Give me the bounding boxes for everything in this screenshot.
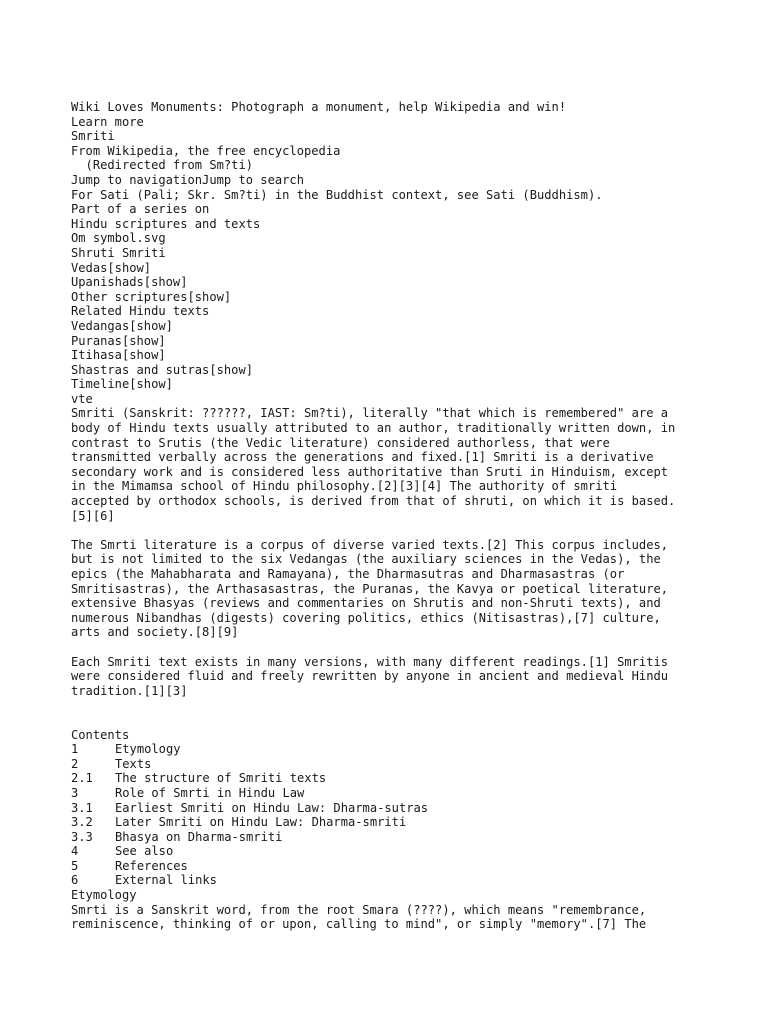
toc-item-external-links[interactable]: [71, 873, 731, 888]
paragraph-line: The Smrti literature is a corpus of diverse varied texts.[2] This corpus includes,: [71, 537, 669, 552]
paragraph-line: tradition.[1][3]: [71, 683, 188, 698]
toc-title[interactable]: The structure of Smriti texts: [115, 771, 327, 786]
redirect-note: (Redirected from Sm?ti): [71, 158, 254, 173]
paragraph-line: Each Smriti text exists in many versions, with many different readings.[1] Smritis: [71, 654, 669, 669]
sidebar-item-upanishads[interactable]: Upanishads[show]: [71, 275, 188, 290]
intro-paragraph-2: [71, 538, 731, 640]
paragraph-line: accepted by orthodox schools, is derived from that of shruti, on which it is based.: [71, 494, 676, 509]
toc-item-references[interactable]: [71, 859, 731, 874]
toc-number: 1: [71, 742, 79, 757]
paragraph-line: Smriti (Sanskrit: ??????, IAST: Sm?ti), literally "that which is remembered" are a: [71, 406, 669, 421]
sidebar-item-timeline[interactable]: Timeline[show]: [71, 377, 173, 392]
toc-number: 3.3: [71, 829, 93, 844]
paragraph-line: but is not limited to the six Vedangas (the auxiliary sciences in the Vedas), the: [71, 552, 661, 567]
paragraph-line: Smritisastras), the Arthasasastras, the Puranas, the Kavya or poetical literature,: [71, 581, 669, 596]
paragraph-line: extensive Bhasyas (reviews and commentaries on Shrutis and non-Shruti texts), and: [71, 596, 661, 611]
paragraph-line: [5][6]: [71, 508, 115, 523]
toc-item-dharma-sutras[interactable]: [71, 801, 731, 816]
toc-number: 4: [71, 844, 79, 859]
tagline: From Wikipedia, the free encyclopedia: [71, 143, 341, 158]
toc-item-dharma-smriti[interactable]: [71, 815, 731, 830]
sidebar-item-vedas[interactable]: Vedas[show]: [71, 260, 152, 275]
toc-number: 3.1: [71, 800, 93, 815]
shruti-smriti-links[interactable]: Shruti Smriti: [71, 245, 166, 260]
paragraph-line: in the Mimamsa school of Hindu philosophy.[2][3][4] The authority of smriti: [71, 479, 618, 494]
toc-number: 5: [71, 858, 79, 873]
etymology-section: [71, 888, 731, 932]
toc-item-see-also[interactable]: [71, 844, 731, 859]
toc-number: 3.2: [71, 815, 93, 830]
learn-more-link[interactable]: Learn more: [71, 114, 144, 129]
toc-item-etymology[interactable]: [71, 742, 731, 757]
toc-title[interactable]: See also: [115, 844, 174, 859]
sidebar-item-other-scriptures[interactable]: Other scriptures[show]: [71, 289, 232, 304]
toc-item-bhasya[interactable]: [71, 830, 731, 845]
toc-number: 2: [71, 756, 79, 771]
paragraph-line: reminiscence, thinking of or upon, calling to mind", or simply "memory".[7] The: [71, 917, 647, 932]
toc-title[interactable]: Later Smriti on Hindu Law: Dharma-smriti: [115, 815, 407, 830]
vte-links[interactable]: vte: [71, 391, 93, 406]
section-heading: Etymology: [71, 888, 137, 903]
toc-title[interactable]: Earliest Smriti on Hindu Law: Dharma-sutras: [115, 800, 429, 815]
toc-item-structure[interactable]: [71, 771, 731, 786]
toc-title[interactable]: Etymology: [115, 742, 181, 757]
intro-paragraph-3: [71, 655, 731, 699]
toc-title[interactable]: Texts: [115, 756, 152, 771]
toc-number: 6: [71, 873, 79, 888]
series-label: Part of a series on: [71, 202, 210, 217]
sidebar-item-puranas[interactable]: Puranas[show]: [71, 333, 166, 348]
paragraph-line: contrast to Srutis (the Vedic literature) considered authorless, that were: [71, 435, 610, 450]
banner-text: Wiki Loves Monuments: Photograph a monument, help Wikipedia and win!: [71, 100, 567, 114]
paragraph-line: body of Hindu texts usually attributed to an author, traditionally written down, in: [71, 421, 676, 436]
page-title: Smriti: [71, 129, 115, 144]
paragraph-line: transmitted verbally across the generations and fixed.[1] Smriti is a derivative: [71, 450, 654, 465]
om-symbol-image-alt: Om symbol.svg: [71, 231, 166, 246]
paragraph-line: numerous Nibandhas (digests) covering politics, ethics (Nitisastras),[7] culture,: [71, 610, 661, 625]
related-texts-heading: Related Hindu texts: [71, 304, 210, 319]
toc-title[interactable]: Bhasya on Dharma-smriti: [115, 829, 283, 844]
toc-title[interactable]: References: [115, 858, 188, 873]
sidebar-item-vedangas[interactable]: Vedangas[show]: [71, 318, 173, 333]
sidebar-item-itihasa[interactable]: Itihasa[show]: [71, 348, 166, 363]
toc-heading: Contents: [71, 727, 130, 742]
spacer: [71, 713, 731, 728]
toc-item-role-hindu-law[interactable]: [71, 786, 731, 801]
paragraph-line: were considered fluid and freely rewritten by anyone in ancient and medieval Hindu: [71, 669, 669, 684]
sidebar-item-shastras-sutras[interactable]: Shastras and sutras[show]: [71, 362, 254, 377]
paragraph-line: Smrti is a Sanskrit word, from the root Smara (????), which means "remembrance,: [71, 902, 647, 917]
series-sidebar: [71, 202, 731, 406]
document-body: [71, 100, 731, 932]
toc-number: 3: [71, 785, 79, 800]
intro-paragraph-1: [71, 406, 731, 523]
jump-links[interactable]: Jump to navigationJump to search: [71, 172, 304, 187]
toc-title[interactable]: Role of Smrti in Hindu Law: [115, 785, 305, 800]
toc-item-texts[interactable]: [71, 757, 731, 772]
hatnote: For Sati (Pali; Skr. Sm?ti) in the Buddhist context, see Sati (Buddhism).: [71, 187, 603, 202]
paragraph-line: arts and society.[8][9]: [71, 625, 239, 640]
paragraph-line: epics (the Mahabharata and Ramayana), the Dharmasutras and Dharmasastras (or: [71, 567, 625, 581]
paragraph-line: secondary work and is considered less authoritative than Sruti in Hinduism, except: [71, 464, 669, 479]
toc-title[interactable]: External links: [115, 873, 217, 888]
toc-number: 2.1: [71, 771, 93, 786]
series-title-link[interactable]: Hindu scriptures and texts: [71, 216, 261, 231]
table-of-contents: [71, 728, 731, 889]
